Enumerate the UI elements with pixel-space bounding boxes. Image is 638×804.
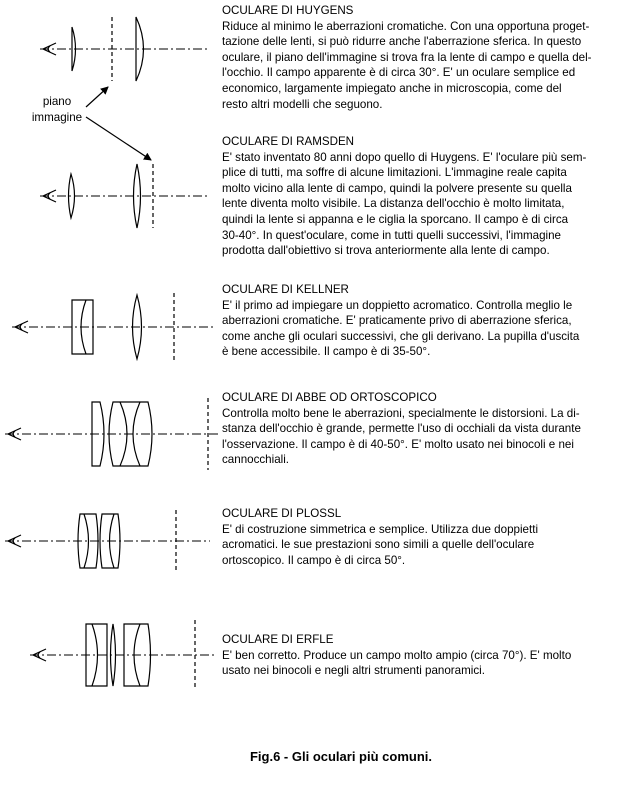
- image-plane-arrows: [86, 87, 151, 160]
- eyepiece-description: Controlla molto bene le aberrazioni, specialmente le distorsioni. La di- stanza dell'occhio è grande, permette l'uso di occhiali da vista durante l'osservazione. Il campo è di 40-50°. E' molto usato nei binocoli e nei cannocchiali.: [222, 406, 581, 467]
- eyepiece-title: OCULARE DI ERFLE: [222, 633, 334, 646]
- figure-caption: Fig.6 - Gli oculari più comuni.: [249, 749, 432, 764]
- eyepiece-description: E' di costruzione simmetrica e semplice. Utilizza due doppietti acromatici. le sue prestazioni sono simili a quelle dell'oculare ortoscopico. Il campo è di circa 50°.: [222, 522, 539, 567]
- eyepiece-title: OCULARE DI PLOSSL: [222, 507, 342, 520]
- eyepiece-description: E' il primo ad impiegare un doppietto acromatico. Controlla meglio le aberrazioni cromatiche. E' praticamente privo di aberrazione sferica, come anche gli oculari successivi, che gli derivano. La pupilla d'uscita è bene accessibile. Il campo è di 35-50°.: [222, 298, 580, 359]
- erfle-text: [222, 632, 632, 679]
- ramsden-diagram: [40, 164, 210, 228]
- huygens-diagram: [40, 17, 210, 81]
- eyepiece-title: OCULARE DI RAMSDEN: [222, 135, 355, 148]
- eyepiece-title: OCULARE DI HUYGENS: [222, 4, 354, 17]
- eyepiece-description: Riduce al minimo le aberrazioni cromatiche. Con una opportuna proget- tazione delle lenti, si può ridurre anche l'aberrazione sferica. In questo oculare, il piano dell'immagine si trova fra la lente di campo e quella del- l'occhio. Il campo apparente è di circa 30°. E' un oculare semplice ed economico, largamente impiegato anche in microscopia, come del resto altri modelli che seguono.: [222, 19, 592, 111]
- kellner-diagram: [12, 293, 215, 361]
- kellner-text: [222, 282, 632, 360]
- eyepiece-description: E' ben corretto. Produce un campo molto ampio (circa 70°). E' molto usato nei binocoli e negli altri strumenti panoramici.: [222, 648, 572, 678]
- erfle-diagram: [30, 620, 215, 690]
- eyepiece-title: OCULARE DI ABBE OD ORTOSCOPICO: [222, 391, 437, 404]
- image-plane-label: piano immagine: [31, 95, 83, 124]
- abbe-text: [222, 390, 632, 468]
- eyepiece-title: OCULARE DI KELLNER: [222, 283, 349, 296]
- plossl-diagram: [5, 510, 210, 572]
- huygens-text: [222, 3, 632, 112]
- ramsden-text: [222, 134, 632, 259]
- abbe-diagram: [5, 398, 220, 470]
- eye-lens: [72, 27, 76, 71]
- eyepiece-description: E' stato inventato 80 anni dopo quello di Huygens. E' l'oculare più sem- plice di tutti, ma soffre di alcune limitazioni. L'immagine reale capita molto vicino alla lente di campo, quindi la polvere presente su quella lente diventa molto visibile. La distanza dell'occhio è molto limitata, quindi la lente si appanna e le ciglia la sporcano. Il campo è di circa 30-40°. In quest'oculare, come in tutti quelli successivi, l'immagine prodotta dall'obiettivo si trova anteriormente alla lente di campo.: [222, 150, 587, 258]
- plossl-text: [222, 506, 632, 568]
